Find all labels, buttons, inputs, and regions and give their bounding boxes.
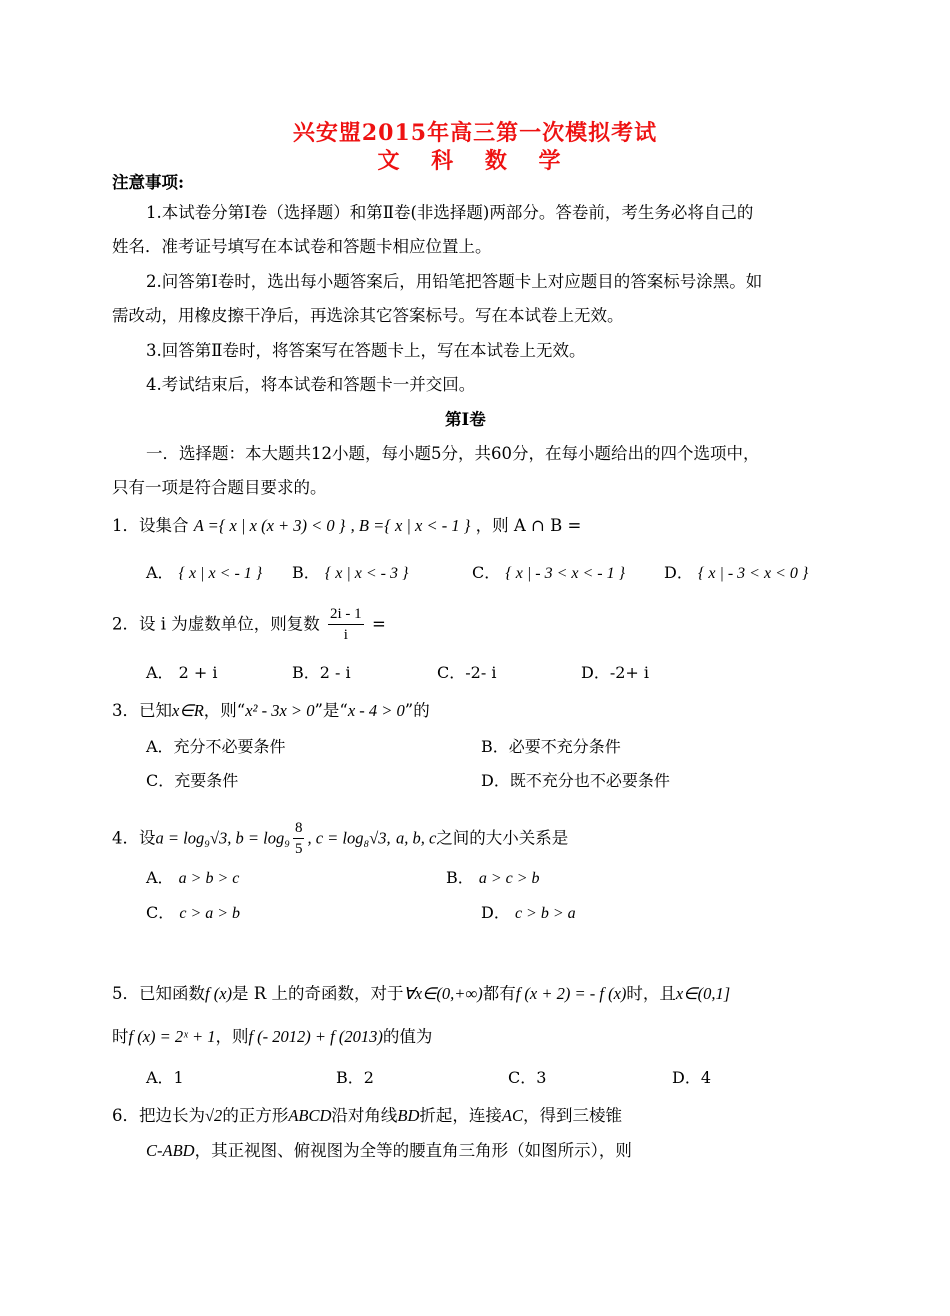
- exam-subtitle: 文 科 数 学: [377, 148, 573, 174]
- q6-l1b: 的正方形: [222, 1106, 289, 1125]
- q2-eq: =: [371, 614, 386, 634]
- section-intro-a: 一．选择题：本大题共12小题，每小题5分，共60分，在每小题给出的四个选项中，: [146, 444, 760, 463]
- q1-b-label: B．: [292, 563, 320, 582]
- q6-l1c: 沿对角线: [331, 1106, 398, 1125]
- q1-option-c: [472, 562, 625, 585]
- q2-stem: [112, 604, 386, 645]
- q5-l2c: 的值为: [382, 1027, 433, 1046]
- note-1a: 1.本试卷分第Ⅰ卷（选择题）和第Ⅱ卷(非选择题)两部分。答卷前，考生务必将自己的: [146, 203, 754, 222]
- q4-d-label: D．: [481, 903, 510, 922]
- q5-def: f (x) = 2ˣ + 1: [128, 1027, 216, 1046]
- q2-option-c: C．-2- i: [437, 663, 497, 682]
- q3-expr-1: x² - 3x > 0: [245, 701, 315, 720]
- note-2b: 需改动，用橡皮擦干净后，再选涂其它答案标号。写在本试卷上无效。: [112, 306, 624, 325]
- q3-mid: ，则“: [203, 701, 246, 720]
- q6-bd: BD: [397, 1106, 420, 1125]
- q1-b-math: { x | x < - 3 }: [324, 565, 409, 582]
- q4-frac-den: 5: [294, 841, 303, 857]
- q5-l1d: 时，且: [626, 984, 676, 1003]
- q3-post: ”的: [404, 701, 430, 720]
- q4-c-label: C．: [146, 903, 175, 922]
- note-3: 3.回答第Ⅱ卷时，将答案写在答题卡上，写在本试卷上无效。: [146, 341, 586, 360]
- q2-fraction: [328, 604, 364, 645]
- q4-option-b: [446, 867, 540, 890]
- q1-option-b: [292, 562, 408, 585]
- q1-num: 1．设集合: [112, 516, 189, 535]
- q6-l1d: 折起，连接: [419, 1106, 502, 1125]
- q1-a-label: A．: [146, 563, 174, 582]
- q5-eq: f (x + 2) = - f (x): [515, 984, 627, 1003]
- q1-set-b: , B ={ x | x < - 1 }: [350, 516, 471, 535]
- q2-denominator: i: [343, 627, 348, 643]
- q1-c-label: C．: [472, 563, 501, 582]
- q2-text: 2．设 i 为虚数单位，则复数: [112, 614, 320, 634]
- q5-forall: ∀x∈(0,+∞): [403, 984, 483, 1003]
- q5-dom: x∈(0,1]: [675, 984, 731, 1003]
- q5-option-c: C．3: [508, 1068, 547, 1087]
- q5-l1c: 都有: [482, 984, 516, 1003]
- q1-a-math: { x | x < - 1 }: [178, 565, 263, 582]
- q4-option-c: [146, 902, 240, 925]
- q4-b-label: B．: [446, 868, 474, 887]
- q1-tail: ，则 A ∩ B =: [475, 516, 582, 535]
- q4-pre: 4．设: [112, 828, 156, 848]
- q3-stem: [112, 700, 430, 722]
- q1-c-math: { x | - 3 < x < - 1 }: [505, 565, 625, 582]
- q4-stem: [112, 818, 568, 859]
- q3-pre: 3．已知: [112, 701, 172, 720]
- q4-option-a: [146, 867, 239, 890]
- note-4: 4.考试结束后，将本试卷和答题卡一并交回。: [146, 375, 476, 394]
- q6-l2a: C-ABD: [146, 1141, 195, 1160]
- q5-l1a: 5．已知函数: [112, 984, 205, 1003]
- q6-line-1: [112, 1105, 622, 1127]
- q4-c-math: c > a > b: [179, 905, 241, 922]
- q4-a-label: A．: [146, 868, 174, 887]
- q5-option-a: A．1: [146, 1068, 184, 1087]
- q3-cond: x∈R: [172, 701, 204, 720]
- notes-heading: 注意事项:: [112, 173, 185, 192]
- q6-l1a: 6．把边长为: [112, 1106, 205, 1125]
- q1-stem: [112, 515, 581, 537]
- q4-a-math: a > b > c: [178, 870, 240, 887]
- q5-line-2: [112, 1026, 432, 1048]
- q3-option-a: A．充分不必要条件: [146, 737, 286, 756]
- q5-fx: f (x): [205, 984, 233, 1003]
- q3-mid2: ”是“: [314, 701, 348, 720]
- q5-l2b: ，则: [215, 1027, 249, 1046]
- q4-expr-1: a = log₉√3, b = log₉: [155, 828, 290, 848]
- q6-abcd: ABCD: [288, 1106, 332, 1125]
- q5-l2a: 时: [112, 1027, 129, 1046]
- q1-set-a: A ={ x | x (x + 3) < 0 }: [193, 516, 346, 535]
- q4-option-d: [481, 902, 576, 925]
- q3-option-d: D．既不充分也不必要条件: [481, 771, 670, 790]
- q4-post: 之间的大小关系是: [436, 828, 569, 848]
- exam-title: 兴安盟2015年高三第一次模拟考试: [292, 120, 658, 146]
- q6-l2b: ，其正视图、俯视图为全等的腰直角三角形（如图所示），则: [194, 1141, 632, 1160]
- q6-l1e: ，得到三棱锥: [523, 1106, 622, 1125]
- q3-expr-2: x - 4 > 0: [347, 701, 405, 720]
- q4-vars: a, b, c: [395, 828, 437, 848]
- q3-option-b: B．必要不充分条件: [481, 737, 621, 756]
- q5-option-b: B．2: [336, 1068, 374, 1087]
- q4-frac-num: 8: [293, 818, 305, 839]
- q1-d-label: D．: [664, 563, 693, 582]
- q6-side: √2: [205, 1106, 223, 1125]
- q2-numerator: 2i - 1: [328, 604, 364, 625]
- section-intro-b: 只有一项是符合题目要求的。: [112, 478, 327, 497]
- q3-option-c: C．充要条件: [146, 771, 239, 790]
- q2-option-d: D．-2+ i: [581, 663, 650, 682]
- note-1b: 姓名．准考证号填写在本试卷和答题卡相应位置上。: [112, 237, 492, 256]
- q4-b-math: a > c > b: [478, 870, 540, 887]
- q1-option-a: [146, 562, 262, 585]
- q5-option-d: D．4: [672, 1068, 712, 1087]
- q4-expr-2: , c = log₈√3,: [307, 828, 391, 848]
- section-title: 第Ⅰ卷: [445, 410, 486, 429]
- q4-fraction: [293, 818, 305, 859]
- q2-option-b: B．2 - i: [292, 663, 351, 682]
- q6-ac: AC: [501, 1106, 523, 1125]
- q5-l1b: 是 R 上的奇函数，对于: [232, 984, 404, 1003]
- q6-line-2: [146, 1140, 632, 1162]
- q2-option-a: A． 2 + i: [146, 663, 218, 682]
- q1-option-d: [664, 562, 808, 585]
- note-2a: 2.问答第Ⅰ卷时，选出每小题答案后，用铅笔把答题卡上对应题目的答案标号涂黑。如: [146, 272, 763, 291]
- q5-line-1: [112, 983, 730, 1005]
- q5-expr: f (- 2012) + f (2013): [248, 1027, 383, 1046]
- q1-d-math: { x | - 3 < x < 0 }: [697, 565, 809, 582]
- q4-d-math: c > b > a: [514, 905, 576, 922]
